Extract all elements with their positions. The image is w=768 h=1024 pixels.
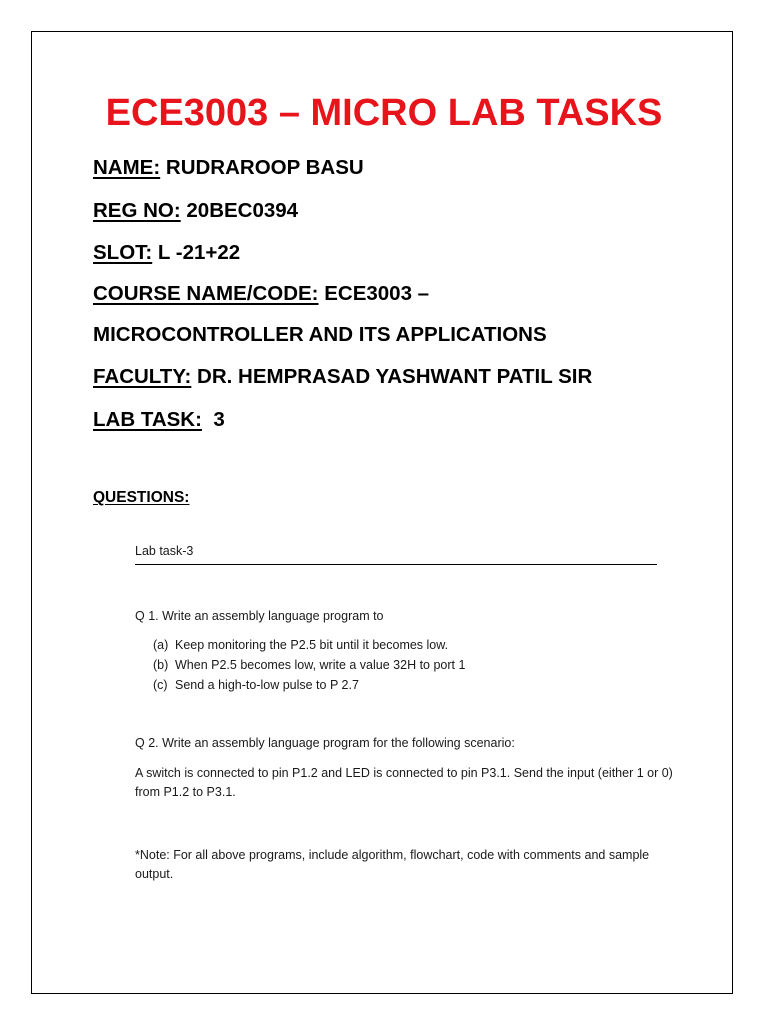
- reg-no-value: 20BEC0394: [180, 199, 299, 222]
- name-label: NAME:: [93, 156, 161, 179]
- faculty-field: [93, 365, 592, 389]
- questions-heading: QUESTIONS:: [93, 489, 190, 506]
- note-line-2: output.: [135, 867, 174, 881]
- lab-task-field: [93, 408, 225, 432]
- question-2-line-1: A switch is connected to pin P1.2 and LED is connected to pin P3.1. Send the input (either 1 or 0): [135, 766, 673, 780]
- course-name-value: MICROCONTROLLER AND ITS APPLICATIONS: [93, 323, 547, 346]
- lab-sheet-title: Lab task-3: [135, 544, 194, 558]
- course-label: COURSE NAME/CODE:: [93, 282, 319, 305]
- faculty-value: DR. HEMPRASAD YASHWANT PATIL SIR: [191, 365, 593, 388]
- name-field: [93, 156, 364, 180]
- slot-label: SLOT:: [93, 241, 153, 264]
- item-text: Keep monitoring the P2.5 bit until it becomes low.: [175, 638, 449, 652]
- item-marker: (b): [153, 658, 169, 672]
- course-name-continuation: [93, 323, 547, 347]
- question-1-text: Q 1. Write an assembly language program to: [135, 609, 384, 623]
- course-field: [93, 282, 429, 306]
- reg-no-label: REG NO:: [93, 199, 181, 222]
- item-marker: (c): [153, 678, 168, 692]
- question-1-item-c: [153, 678, 359, 692]
- lab-sheet-rule: [135, 564, 657, 565]
- question-1-item-b: [153, 658, 465, 672]
- question-2-line-2: from P1.2 to P3.1.: [135, 785, 236, 799]
- faculty-label: FACULTY:: [93, 365, 192, 388]
- question-2-text: Q 2. Write an assembly language program for the following scenario:: [135, 736, 515, 750]
- note-line-1: *Note: For all above programs, include algorithm, flowchart, code with comments and sample: [135, 848, 650, 862]
- name-value: RUDRAROOP BASU: [160, 156, 364, 179]
- slot-field: [93, 241, 240, 265]
- slot-value: L -21+22: [152, 241, 241, 264]
- lab-task-value: 3: [201, 408, 225, 431]
- item-text: Send a high-to-low pulse to P 2.7: [175, 678, 359, 692]
- page-title: ECE3003 – MICRO LAB TASKS: [105, 92, 663, 134]
- item-text: When P2.5 becomes low, write a value 32H to port 1: [175, 658, 466, 672]
- course-value: ECE3003 –: [318, 282, 430, 305]
- reg-no-field: [93, 199, 298, 223]
- lab-task-label: LAB TASK:: [93, 408, 202, 431]
- question-1-item-a: [153, 638, 448, 652]
- item-marker: (a): [153, 638, 169, 652]
